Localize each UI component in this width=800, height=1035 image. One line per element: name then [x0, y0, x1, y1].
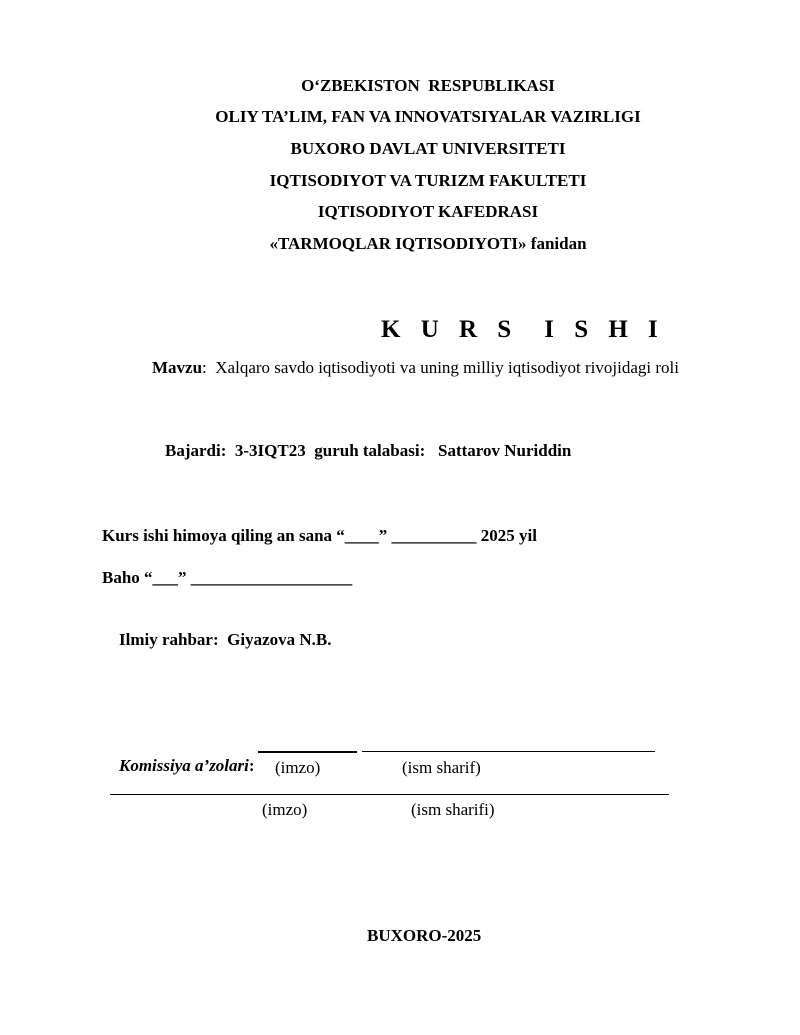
supervisor-name: Giyazova N.B.: [227, 630, 332, 649]
commission-label: Komissiya a’zolari: [119, 756, 249, 775]
header-line-department: IQTISODIYOT KAFEDRASI: [317, 202, 539, 221]
commission-name-line-1: [362, 751, 655, 752]
footer-city-year: BUXORO-2025: [367, 926, 482, 945]
performer-role: guruh talabasi:: [314, 441, 426, 460]
header-line-ministry: OLIY TA’LIM, FAN VA INNOVATSIYALAR VAZIRLIGI: [215, 107, 641, 126]
performer-name: Sattarov Nuriddin: [437, 441, 572, 460]
performer-group: 3-3IQT23: [234, 441, 306, 460]
title-word-ishi: I S H I: [544, 316, 665, 343]
supervisor-line: [102, 610, 332, 670]
name-caption-2: (ism sharifi): [411, 800, 495, 819]
defense-date-line: Kurs ishi himoya qiling an sana “____” __________ 2025 yil: [102, 526, 537, 545]
header-line-university: BUXORO DAVLAT UNIVERSITETI: [290, 139, 566, 158]
topic-line: [135, 338, 679, 398]
topic-label: Mavzu: [152, 358, 203, 377]
header-line-republic: O‘ZBEKISTON RESPUBLIKASI: [301, 76, 555, 95]
commission-colon: :: [248, 756, 255, 775]
header-line-faculty: IQTISODIYOT VA TURIZM FAKULTETI: [269, 171, 587, 190]
topic-text: Xalqaro savdo iqtisodiyoti va uning milliy iqtisodiyot rivojidagi roli: [215, 358, 679, 377]
header-line-subject: «TARMOQLAR IQTISODIYOTI» fanidan: [269, 234, 587, 253]
title-word-kurs: K U R S: [381, 316, 519, 343]
topic-separator: :: [202, 358, 216, 377]
commission-signature-line-1: [258, 751, 357, 753]
performer-line: [148, 421, 571, 481]
commission-line: [102, 736, 255, 796]
grade-line: Baho “___” ___________________: [102, 568, 353, 587]
name-caption-1: (ism sharif): [402, 758, 481, 777]
signature-caption-1: (imzo): [275, 758, 321, 777]
supervisor-label: Ilmiy rahbar:: [119, 630, 219, 649]
signature-caption-2: (imzo): [262, 800, 308, 819]
performer-label: Bajardi:: [165, 441, 227, 460]
commission-signature-line-2: [110, 794, 669, 795]
